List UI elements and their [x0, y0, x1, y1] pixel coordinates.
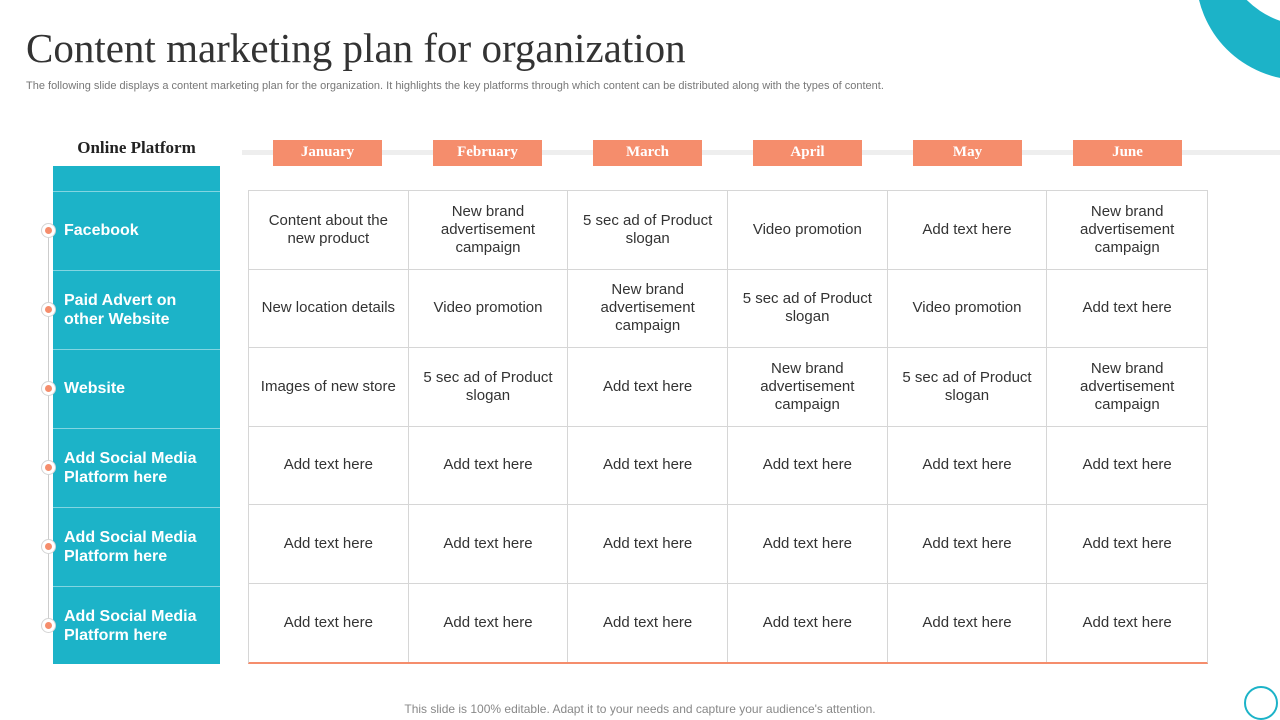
timeline-dot-icon [41, 539, 56, 554]
table-cell: Add text here [1047, 270, 1207, 349]
platform-row [53, 349, 220, 427]
timeline-dot-icon [41, 223, 56, 238]
platform-label: Add Social Media Platform here [64, 607, 197, 644]
table-cell: Add text here [888, 427, 1048, 506]
table-cell: New brand advertisement campaign [1047, 191, 1207, 270]
table-cell: Add text here [888, 505, 1048, 584]
table-cell: Add text here [568, 348, 728, 427]
table-cell: 5 sec ad of Product slogan [728, 270, 888, 349]
timeline-dot-icon [41, 618, 56, 633]
table-cell: 5 sec ad of Product slogan [409, 348, 569, 427]
month-header-january: January [273, 140, 382, 166]
table-cell: Add text here [888, 191, 1048, 270]
table-cell: Add text here [409, 427, 569, 506]
table-cell: New brand advertisement campaign [1047, 348, 1207, 427]
table-cell: Content about the new product [249, 191, 409, 270]
table-cell: Add text here [568, 584, 728, 663]
table-cell: Video promotion [728, 191, 888, 270]
platform-label: Website [64, 380, 126, 397]
table-cell: Add text here [409, 505, 569, 584]
month-header-april: April [753, 140, 862, 166]
table-cell: Add text here [568, 427, 728, 506]
content-plan-table [248, 190, 1208, 664]
platform-row [53, 428, 220, 506]
timeline-dot-icon [41, 460, 56, 475]
table-cell: 5 sec ad of Product slogan [568, 191, 728, 270]
month-header-february: February [433, 140, 542, 166]
table-cell: Add text here [728, 505, 888, 584]
platform-row [53, 270, 220, 348]
platform-row [53, 507, 220, 585]
platform-label: Add Social Media Platform here [64, 449, 197, 486]
table-cell: Add text here [249, 505, 409, 584]
month-header-may: May [913, 140, 1022, 166]
table-cell: 5 sec ad of Product slogan [888, 348, 1048, 427]
table-cell: Video promotion [888, 270, 1048, 349]
table-cell: Add text here [568, 505, 728, 584]
platform-label: Add Social Media Platform here [64, 528, 197, 565]
timeline-dot-icon [41, 381, 56, 396]
table-cell: New brand advertisement campaign [409, 191, 569, 270]
table-cell: Add text here [728, 584, 888, 663]
table-cell: Add text here [409, 584, 569, 663]
timeline-line [48, 230, 49, 625]
table-cell: Video promotion [409, 270, 569, 349]
table-cell: New brand advertisement campaign [728, 348, 888, 427]
table-cell: Add text here [888, 584, 1048, 663]
table-cell: New location details [249, 270, 409, 349]
timeline-dot-icon [41, 302, 56, 317]
platform-row [53, 191, 220, 269]
table-cell: New brand advertisement campaign [568, 270, 728, 349]
table-cell: Add text here [249, 584, 409, 663]
table-cell: Add text here [1082, 613, 1172, 631]
month-header-june: June [1073, 140, 1182, 166]
page-subtitle: The following slide displays a content marketing plan for the organization. It highlights the key platforms through which content can be distributed along with the types of content. [26, 80, 884, 92]
table-cell: Add text here [1047, 505, 1207, 584]
decorative-ring-top [1196, 0, 1280, 80]
month-header-march: March [593, 140, 702, 166]
platform-row [53, 586, 220, 664]
footer-note: This slide is 100% editable. Adapt it to your needs and capture your audience's attention. [404, 702, 876, 716]
table-cell: Add text here [249, 427, 409, 506]
platform-label: Facebook [64, 222, 139, 239]
page-title: Content marketing plan for organization [26, 25, 686, 71]
platform-label: Paid Advert on other Website [64, 291, 177, 328]
platform-column-heading: Online Platform [77, 138, 196, 157]
table-cell: Images of new store [249, 348, 409, 427]
table-cell: Add text here [1047, 427, 1207, 506]
table-cell: Add text here [728, 427, 888, 506]
